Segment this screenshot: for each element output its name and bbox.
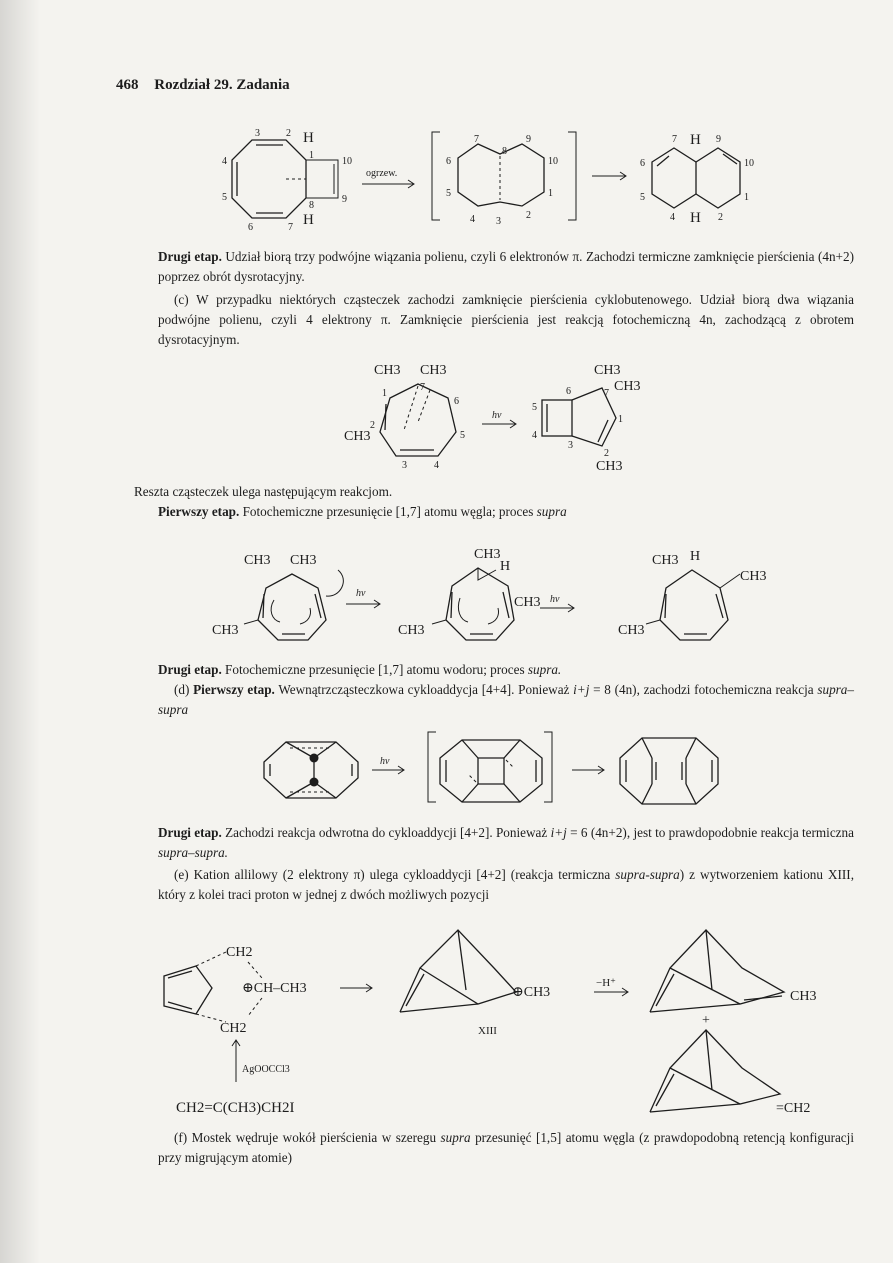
scheme3-ch3-1: CH3 [244, 553, 271, 568]
scheme1-left-n9: 9 [342, 194, 347, 205]
scheme5-product-2 [650, 1030, 810, 1116]
scheme5-xiii: XIII [478, 1025, 497, 1037]
scheme1-intermediate [432, 132, 576, 227]
scheme3-arrow-2 [540, 594, 574, 612]
chapter-title: Rozdział 29. Zadania [154, 77, 290, 93]
p9-text2: przesunięć [1,5] atomu węgla (z prawdopodobną retencją konfiguracji przy migrującym atomie) [158, 1130, 854, 1165]
p6-lead: Pierwszy etap. [193, 682, 275, 697]
scheme4-arrow-1 [372, 756, 404, 774]
scheme2-left-ch3-b: CH3 [420, 363, 447, 378]
scheme2-right-n5: 5 [532, 402, 537, 413]
scheme1-left-n2: 2 [286, 128, 291, 139]
scheme4-mol1 [264, 742, 358, 798]
scheme3-arrow-1 [346, 588, 380, 608]
p6-text2: Wewnątrzcząsteczkowa cykloaddycja [4+4]. Ponieważ [274, 682, 574, 697]
scheme2-right-ch3-c: CH3 [596, 459, 623, 474]
page-header [116, 77, 290, 94]
scheme1-right-molecule [640, 132, 754, 226]
scheme3-h-2: H [690, 549, 701, 564]
scheme-4 [0, 728, 893, 828]
paragraph-e [158, 865, 854, 905]
scheme1-mid-n3: 3 [496, 216, 501, 227]
scheme2-left-molecule [344, 363, 465, 471]
scheme2-arrow-label: hν [492, 410, 502, 421]
scheme3-h-1: H [500, 559, 511, 574]
scheme5-cation-label: ⊕CH3 [512, 985, 551, 1000]
scheme1-left-n1: 1 [309, 150, 314, 161]
scheme1-left-h-top: H [303, 130, 314, 146]
paragraph-pierwszy-etap-1 [158, 502, 854, 522]
scheme2-right-n2: 2 [604, 448, 609, 459]
scheme1-left-molecule [222, 128, 352, 233]
scheme1-mid-n5: 5 [446, 188, 451, 199]
p6-italic: supra–supra [158, 682, 854, 717]
scheme1-right-n4: 4 [670, 212, 675, 223]
scheme5-ch2-bottom: CH2 [220, 1021, 247, 1036]
scheme1-left-n4: 4 [222, 156, 227, 167]
scheme5-cation: ⊕CH–CH3 [242, 981, 307, 996]
scheme4-arrow-2 [572, 766, 604, 774]
scheme4-intermediate [428, 732, 552, 802]
scheme1-right-n10: 10 [744, 158, 754, 169]
scheme1-left-n7: 7 [288, 222, 293, 233]
scheme1-right-n9: 9 [716, 134, 721, 145]
p5-lead: Drugi etap. [158, 662, 222, 677]
scheme4-product [620, 738, 718, 804]
scheme3-ch3-4: CH3 [474, 547, 501, 562]
scheme4-arrow1-label: hν [380, 756, 390, 767]
scheme1-mid-n1: 1 [548, 188, 553, 199]
p6-math: i+j [573, 682, 590, 697]
scheme1-mid-n6: 6 [446, 156, 451, 167]
scheme5-prod1-label: CH3 [790, 989, 817, 1004]
p5-italic: supra. [527, 662, 562, 677]
scheme2-right-n6: 6 [566, 386, 571, 397]
scheme1-left-n3: 3 [255, 128, 260, 139]
p7-text: Zachodzi reakcja odwrotna do cykloaddycji [4+2]. Ponieważ [221, 825, 551, 840]
p7-italic: supra–supra. [158, 845, 228, 860]
p8-text: (e) Kation allilowy (2 elektrony π) ulega cykloaddycji [4+2] (reakcja termiczna [174, 867, 616, 882]
p1-lead: Drugi etap. [158, 249, 222, 264]
p1-text: Udział biorą trzy podwójne wiązania polienu, czyli 6 elektronów π. Zachodzi termiczne zamknięcie pierścienia (4n+2) poprzez obrót dysrotacyjny. [158, 249, 854, 284]
scheme1-left-n8: 8 [309, 200, 314, 211]
p5-text: Fotochemiczne przesunięcie [1,7] atomu wodoru; proces [221, 662, 528, 677]
p7-math: i+j [550, 825, 567, 840]
scheme1-mid-n10: 10 [548, 156, 558, 167]
scheme5-allyl-complex [164, 945, 307, 1036]
paragraph-f [158, 1128, 854, 1168]
scheme5-cation-xiii [400, 930, 550, 1037]
scheme2-right-molecule [532, 363, 640, 474]
scheme1-right-n2: 2 [718, 212, 723, 223]
scheme1-left-h-bottom: H [303, 212, 314, 228]
scheme3-mol3 [618, 549, 766, 640]
scheme1-right-n1: 1 [744, 192, 749, 203]
scheme5-precursor: CH2=C(CH3)CH2I [176, 1100, 295, 1116]
scheme3-ch3-8: CH3 [740, 569, 767, 584]
scheme3-mol2 [398, 547, 540, 640]
paragraph-drugi-etap-3 [158, 823, 854, 863]
p8-text2: ) z wytworzeniem kationu XIII, który z kolei traci proton w jednej z dwóch możliwych pozycji [158, 867, 854, 902]
paragraph-c [158, 290, 854, 350]
scheme2-right-n1: 1 [618, 414, 623, 425]
scheme1-arrow-heat [362, 168, 414, 188]
p3-text: Reszta cząsteczek ulega następującym reakcjom. [134, 484, 393, 499]
p7-text2: = 6 (4n+2), jest to prawdopodobnie reakcja termiczna [566, 825, 854, 840]
page-number: 468 [116, 77, 139, 93]
scheme2-left-ch3-c: CH3 [344, 429, 371, 444]
scheme2-left-ch3-a: CH3 [374, 363, 401, 378]
p4-text: Fotochemiczne przesunięcie [1,7] atomu węgla; proces [239, 504, 537, 519]
scheme2-left-n7: 7 [420, 382, 425, 393]
p9-text: (f) Mostek wędruje wokół pierścienia w szeregu [174, 1130, 441, 1145]
scheme3-ch3-9: CH3 [618, 623, 645, 638]
scheme-5 [0, 922, 893, 1142]
scheme5-product-1 [650, 930, 816, 1028]
scheme1-mid-n2: 2 [526, 210, 531, 221]
scheme1-mid-n7: 7 [474, 134, 479, 145]
scheme1-right-h-bottom: H [690, 210, 701, 226]
paragraph-reszta [134, 482, 830, 502]
paragraph-d [158, 680, 854, 720]
scheme2-left-n6: 6 [454, 396, 459, 407]
scheme2-right-ch3-b: CH3 [614, 379, 641, 394]
p8-italic: supra-supra [615, 867, 680, 882]
p4-lead: Pierwszy etap. [158, 504, 240, 519]
scheme1-arrow-label: ogrzew. [366, 168, 398, 179]
p6-text1: (d) [174, 682, 194, 697]
p6-text3: = 8 (4n), zachodzi fotochemiczna reakcja [589, 682, 818, 697]
scheme5-arrow-up [232, 1040, 290, 1082]
scheme1-mid-n4: 4 [470, 214, 475, 225]
p9-italic: supra [440, 1130, 471, 1145]
scheme2-left-n1: 1 [382, 388, 387, 399]
scheme5-arrow-2 [594, 977, 628, 996]
p2-text: (c) W przypadku niektórych cząsteczek zachodzi zamknięcie pierścienia cyklobutenowego. Udział biorą dwa wiązania podwójne polienu, czyli 4 elektrony π. Zamknięcie pierścienia jest reakcją fotochemiczną 4n, zachodzącą z obrotem dysrotacyjnym. [158, 292, 854, 347]
scheme1-left-n5: 5 [222, 192, 227, 203]
scheme1-arrow-2 [592, 172, 626, 180]
scheme3-mol1 [212, 553, 343, 640]
scheme3-ch3-3: CH3 [212, 623, 239, 638]
scheme3-ch3-5: CH3 [514, 595, 541, 610]
scheme1-mid-n8: 8 [502, 146, 507, 157]
scheme1-right-h-top: H [690, 132, 701, 148]
scheme2-right-ch3-a: CH3 [594, 363, 621, 378]
scheme2-left-n2: 2 [370, 420, 375, 431]
scheme2-right-n7: 7 [604, 388, 609, 399]
scheme2-left-n3: 3 [402, 460, 407, 471]
scheme1-right-n7: 7 [672, 134, 677, 145]
scheme1-left-n6: 6 [248, 222, 253, 233]
scheme1-left-n10: 10 [342, 156, 352, 167]
scheme5-arrow2-label: −H⁺ [596, 977, 616, 989]
p7-lead: Drugi etap. [158, 825, 222, 840]
scheme2-right-n4: 4 [532, 430, 537, 441]
scheme3-ch3-2: CH3 [290, 553, 317, 568]
scheme-3 [0, 540, 893, 660]
scheme2-arrow [482, 410, 516, 428]
scheme3-arrow2-label: hν [550, 594, 560, 605]
scheme5-arrow-1 [340, 984, 372, 992]
scheme1-right-n6: 6 [640, 158, 645, 169]
scheme3-ch3-6: CH3 [398, 623, 425, 638]
scheme2-left-n4: 4 [434, 460, 439, 471]
scheme-2 [0, 360, 893, 480]
scheme1-right-n5: 5 [640, 192, 645, 203]
scheme3-arrow1-label: hν [356, 588, 366, 599]
p4-italic: supra [536, 504, 567, 519]
paragraph-drugi-etap-2 [158, 660, 854, 680]
scheme5-ch2-top: CH2 [226, 945, 253, 960]
scheme2-right-n3: 3 [568, 440, 573, 451]
scheme5-plus: + [702, 1013, 710, 1028]
scheme3-ch3-7: CH3 [652, 553, 679, 568]
paragraph-drugi-etap-1 [158, 247, 854, 287]
scheme1-mid-n9: 9 [526, 134, 531, 145]
scheme5-prod2-label: =CH2 [776, 1101, 811, 1116]
scheme2-left-n5: 5 [460, 430, 465, 441]
scheme5-reagent: AgOOCCl3 [242, 1064, 290, 1075]
